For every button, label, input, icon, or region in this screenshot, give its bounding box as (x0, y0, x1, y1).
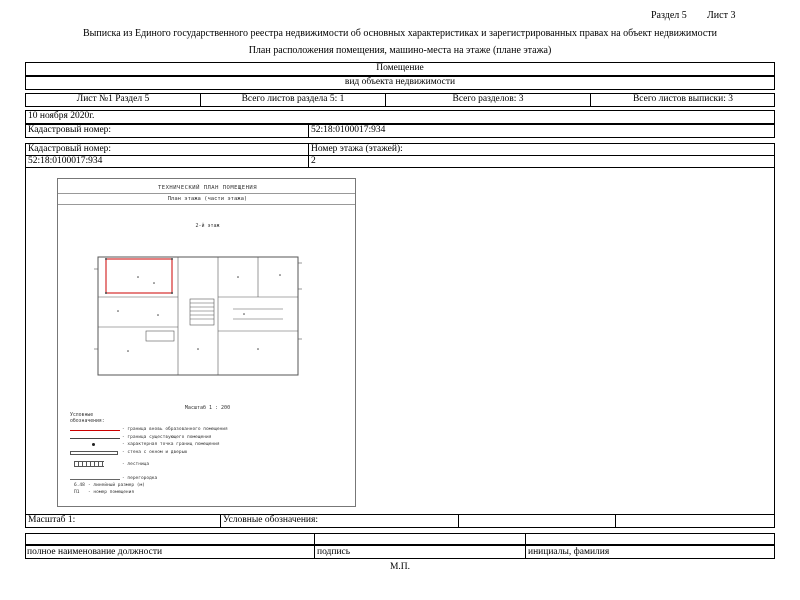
total-sheets-extract: Всего листов выписки: 3 (632, 94, 734, 104)
legend-item-2: - граница существующего помещения (122, 435, 212, 440)
cadastral-value: 52:18:0100017:934 (311, 125, 386, 135)
plan-scale-caption: Масштаб 1 : 200 (184, 405, 231, 411)
footer-legend: Условные обозначения: (223, 515, 319, 525)
extract-date: 10 ноября 2020г. (28, 111, 95, 121)
plan-heading: ТЕХНИЧЕСКИЙ ПЛАН ПОМЕЩЕНИЯ (157, 185, 258, 191)
legend-title-1: Условные (70, 413, 94, 418)
signature-position: полное наименование должности (27, 547, 163, 557)
section-label: Раздел 5 (651, 10, 687, 21)
date-cell (25, 110, 775, 124)
sheet-label: Лист 3 (707, 10, 736, 21)
floor-number-value: 2 (311, 156, 316, 166)
legend-mark-room: П1 (74, 490, 80, 495)
floor-plan-drawing (58, 239, 357, 379)
legend-title-2: обозначения: (70, 419, 105, 424)
signature-sign: подпись (317, 547, 351, 557)
total-sections: Всего разделов: 3 (452, 94, 524, 104)
plan-floor-caption: 2-й этаж (195, 223, 220, 229)
floor-cad-label: Кадастровый номер: (28, 144, 112, 154)
object-kind-cell (25, 76, 775, 90)
legend-item-8: - номер помещения (88, 490, 135, 495)
total-sheets-section: Всего листов раздела 5: 1 (241, 94, 345, 104)
object-name: Помещение (376, 63, 424, 73)
legend-mark-dimension: 6.48 (74, 483, 85, 488)
legend-item-3: - характерная точка границ помещения (122, 442, 220, 447)
legend-item-1: - граница вновь образованного помещения (122, 427, 228, 432)
legend-item-5: - лестница (122, 462, 150, 467)
document-subtitle: План расположения помещения, машино-места на этаже (плане этажа) (248, 45, 552, 56)
footer-scale: Масштаб 1: (28, 515, 76, 525)
plan-subheading: План этажа (части этажа) (167, 196, 248, 202)
signature-initials: инициалы, фамилия (528, 547, 610, 557)
legend-item-7: - линейный размер (м) (88, 483, 145, 488)
floor-number-label: Номер этажа (этажей): (311, 144, 403, 154)
document-title: Выписка из Единого государственного реестра недвижимости об основных характеристиках и зарегистрированных правах на объект недвижимости (82, 28, 717, 39)
floor-cad-value: 52:18:0100017:934 (28, 156, 103, 166)
cadastral-label: Кадастровый номер: (28, 125, 112, 135)
sheet-section-number: Лист №1 Раздел 5 (76, 94, 150, 104)
signature-top-row (25, 533, 775, 545)
floor-plan-image (57, 178, 356, 507)
legend-item-4: - стена с окном и дверью (122, 450, 188, 455)
legend-item-6: - перегородка (122, 476, 158, 481)
object-name-cell (25, 62, 775, 76)
stamp-place: М.П. (389, 562, 411, 572)
object-kind: вид объекта недвижимости (344, 77, 456, 87)
cadastral-row (25, 124, 775, 138)
